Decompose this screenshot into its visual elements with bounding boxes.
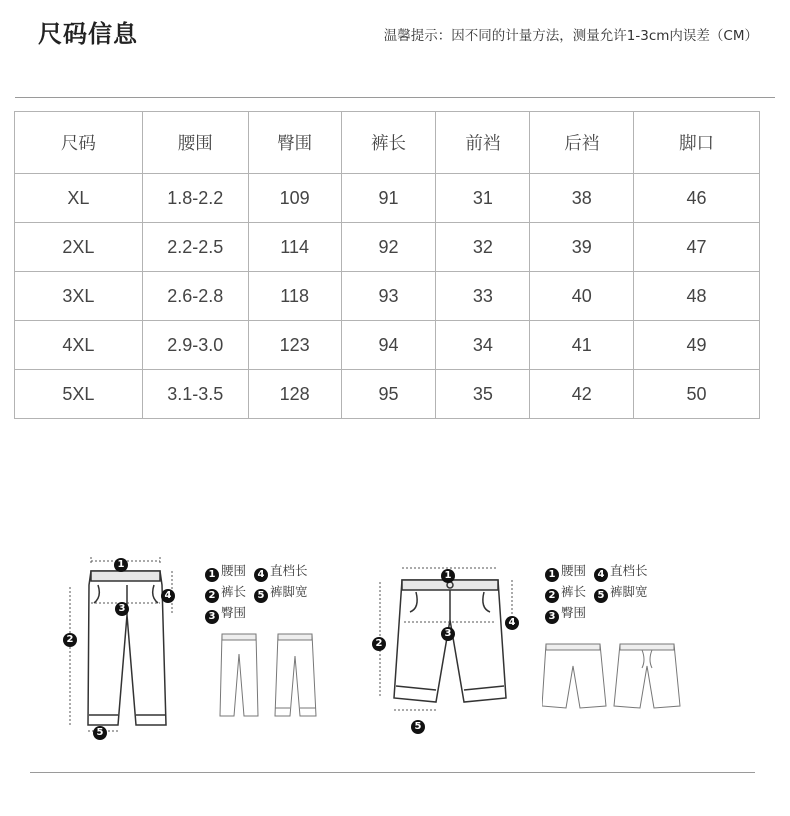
table-row <box>15 321 760 370</box>
table-cell: 42 <box>530 370 634 419</box>
table-row <box>15 272 760 321</box>
marker-1: 1 <box>114 550 130 572</box>
table-cell: 34 <box>436 321 530 370</box>
page-title: 尺码信息 <box>38 20 138 48</box>
table-cell: 3.1-3.5 <box>142 370 248 419</box>
table-row <box>15 370 760 419</box>
table-row <box>15 223 760 272</box>
header-length: 裤长 <box>341 112 436 174</box>
table-cell: 38 <box>530 174 634 223</box>
table-header-row <box>15 112 760 174</box>
table-cell: 91 <box>341 174 436 223</box>
table-cell: 5XL <box>15 370 143 419</box>
table-cell: 95 <box>341 370 436 419</box>
table-cell: 40 <box>530 272 634 321</box>
header-hip: 臀围 <box>248 112 341 174</box>
marker-3: 3 <box>441 619 457 641</box>
marker-4: 4 <box>161 581 177 603</box>
table-cell: 47 <box>634 223 760 272</box>
table-cell: 128 <box>248 370 341 419</box>
table-cell: 31 <box>436 174 530 223</box>
long-pants-thumbnails <box>218 630 328 720</box>
header-back-rise: 后裆 <box>530 112 634 174</box>
table-cell: 4XL <box>15 321 143 370</box>
table-cell: 46 <box>634 174 760 223</box>
table-cell: 123 <box>248 321 341 370</box>
header-waist: 腰围 <box>142 112 248 174</box>
header-leg-opening: 脚口 <box>634 112 760 174</box>
table-cell: 33 <box>436 272 530 321</box>
table-cell: 48 <box>634 272 760 321</box>
table-cell: XL <box>15 174 143 223</box>
measurement-tip: 温馨提示：因不同的计量方法，测量允许1-3cm内误差（CM） <box>383 28 758 44</box>
table-cell: 39 <box>530 223 634 272</box>
marker-4: 4 <box>505 608 521 630</box>
table-cell: 49 <box>634 321 760 370</box>
table-row <box>15 174 760 223</box>
marker-1: 1 <box>441 561 457 583</box>
marker-5: 5 <box>93 718 109 740</box>
header-front-rise: 前裆 <box>436 112 530 174</box>
table-cell: 2.9-3.0 <box>142 321 248 370</box>
table-cell: 92 <box>341 223 436 272</box>
table-cell: 2.2-2.5 <box>142 223 248 272</box>
shorts-thumbnails <box>542 638 682 713</box>
marker-5: 5 <box>411 712 427 734</box>
table-cell: 109 <box>248 174 341 223</box>
table-cell: 2XL <box>15 223 143 272</box>
table-cell: 35 <box>436 370 530 419</box>
table-cell: 50 <box>634 370 760 419</box>
table-cell: 32 <box>436 223 530 272</box>
table-cell: 118 <box>248 272 341 321</box>
table-cell: 93 <box>341 272 436 321</box>
shorts-legend: 1 腰围 4 直档长 2 裤长 5 裤脚宽 3 臀围 <box>545 561 647 624</box>
bottom-divider <box>30 772 755 773</box>
marker-3: 3 <box>115 594 131 616</box>
long-pants-legend: 1 腰围 4 直档长 2 裤长 5 裤脚宽 3 臀围 <box>205 561 307 624</box>
table-cell: 41 <box>530 321 634 370</box>
top-divider <box>15 97 775 98</box>
table-cell: 1.8-2.2 <box>142 174 248 223</box>
table-cell: 2.6-2.8 <box>142 272 248 321</box>
header-size: 尺码 <box>15 112 143 174</box>
table-cell: 3XL <box>15 272 143 321</box>
marker-2: 2 <box>372 629 388 651</box>
table-cell: 114 <box>248 223 341 272</box>
size-table <box>14 111 760 419</box>
table-cell: 94 <box>341 321 436 370</box>
marker-2: 2 <box>63 625 79 647</box>
